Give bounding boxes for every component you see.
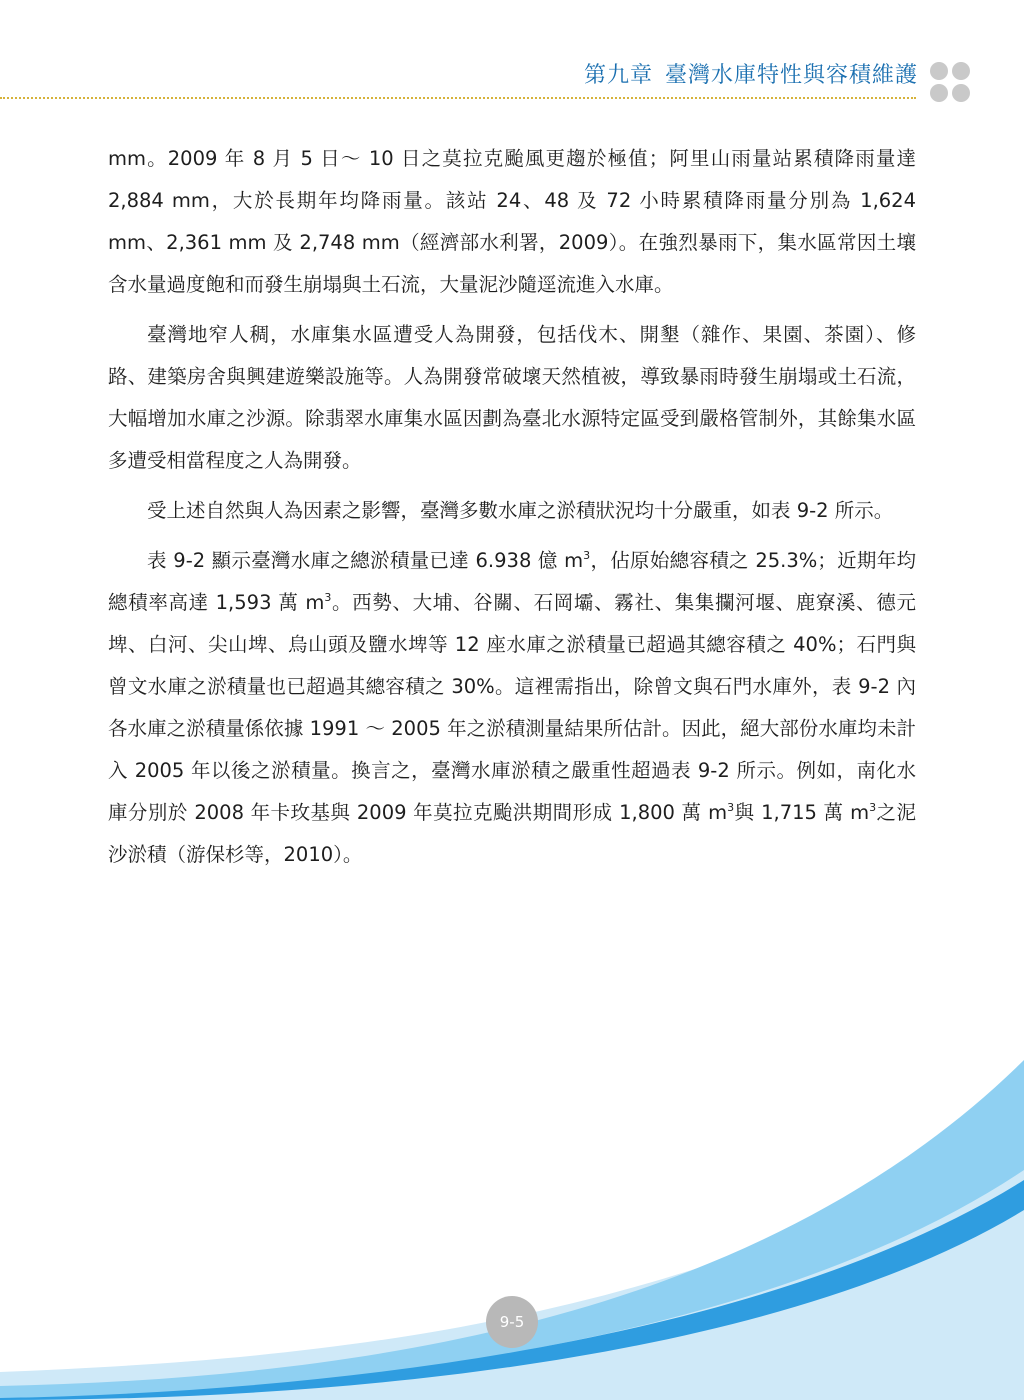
chapter-number: 第九章: [583, 63, 653, 88]
page-header: [0, 0, 1024, 100]
body-text: [108, 138, 916, 884]
paragraph-3: 受上述自然與人為因素之影響，臺灣多數水庫之淤積狀況均十分嚴重，如表 9-2 所示。: [147, 499, 894, 522]
paragraph-2: 臺灣地窄人稠，水庫集水區遭受人為開發，包括伐木、開墾（雜作、果園、茶園）、修路、建築房舍與興建遊樂設施等。人為開發常破壞天然植被，導致暴雨時發生崩塌或土石流，大幅增加水庫之沙源。除翡翠水庫集水區因劃為臺北水源特定區受到嚴格管制外，其餘集水區多遭受相當程度之人為開發。: [108, 323, 916, 472]
chapter-title: [584, 58, 918, 89]
paragraph-1: mm。2009 年 8 月 5 日～ 10 日之莫拉克颱風更趨於極值；阿里山雨量站累積降雨量達 2,884 mm，大於長期年均降雨量。該站 24、48 及 72 小時累積降雨量分別為 1,624 mm、2,361 mm 及 2,748 mm（經濟部水利署，2009）。在強烈暴雨下，集水區常因土壤含水量過度飽和而發生崩塌與土石流，大量泥沙隨逕流進入水庫。: [108, 147, 916, 296]
chapter-name: 臺灣水庫特性與容積維護: [664, 63, 918, 88]
page-number-badge: 9-5: [486, 1296, 538, 1348]
decorative-dots-icon: [930, 62, 974, 102]
paragraph-4: 表 9-2 顯示臺灣水庫之總淤積量已達 6.938 億 $m^3$，佔原始總容積之 25.3%；近期年均總積率高達 1,593 萬 $m^3$。西勢、大埔、谷關、石岡壩、霧社、集集攔河堰、鹿寮溪、德元埤、白河、尖山埤、烏山頭及鹽水埤等 12 座水庫之淤積量已超過其總容積之 40%；石門與曾文水庫之淤積量也已超過其總容積之 30%。這裡需指出，除曾文與石門水庫外，表 9-2 內各水庫之淤積量係依據 1991 ～ 2005 年之淤積測量結果所估計。因此，絕大部份水庫均未計入 2005 年以後之淤積量。換言之，臺灣水庫淤積之嚴重性超過表 9-2 所示。例如，南化水庫分別於 2008 年卡玫基與 2009 年莫拉克颱洪期間形成 1,800 萬 $m^3$與 1,715 萬 $m^3$之泥沙淤積（游保杉等，2010）。: [108, 549, 916, 866]
header-dotted-rule: [0, 97, 916, 99]
decorative-wave-graphic: [0, 1060, 1024, 1400]
